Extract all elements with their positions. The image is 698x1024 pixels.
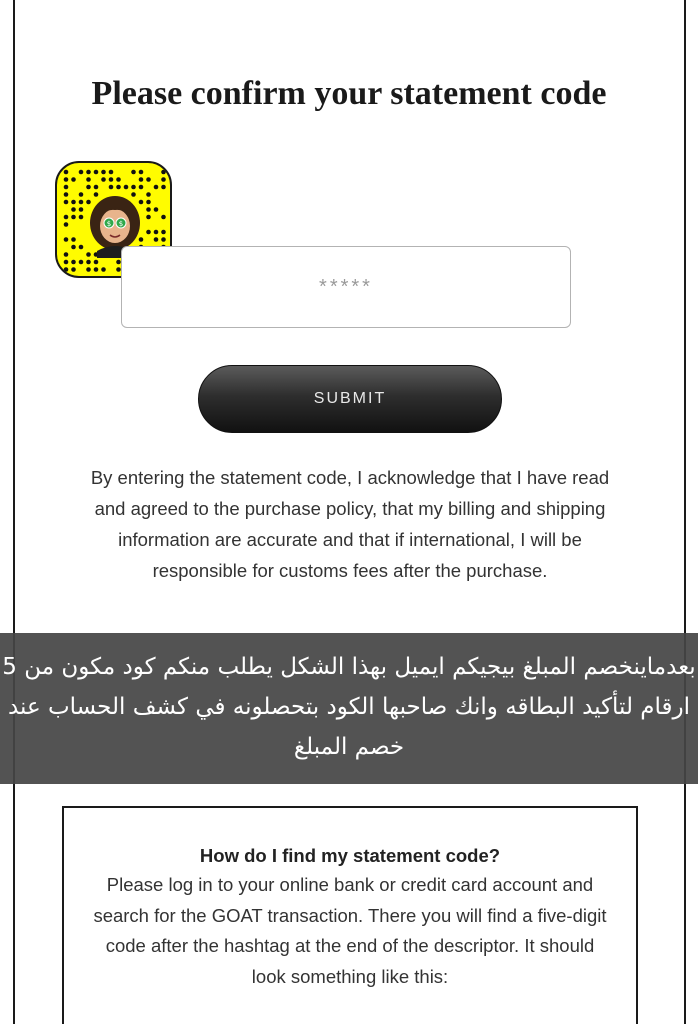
statement-code-input[interactable] [121, 246, 571, 328]
frame-border-right [684, 0, 686, 1024]
frame-border-left [13, 0, 15, 1024]
acknowledgement-text: By entering the statement code, I acknowledge that I have read and agreed to the purchase policy, that my billing and shipping information are accurate and that if international, I will be responsible for customs fees after the purchase. [90, 467, 610, 581]
svg-text:$: $ [118, 220, 124, 228]
page-title: Please confirm your statement code [91, 75, 607, 112]
submit-button[interactable]: SUBMIT [198, 365, 502, 433]
svg-text:$: $ [106, 220, 112, 228]
help-body-text: Please log in to your online bank or credit card account and search for the GOAT transaction. There you will find a five-digit code after the hashtag at the end of the descriptor. It should look something like this: [93, 874, 607, 987]
caption-overlay-text: بعدماينخصم المبلغ بيجيكم ايميل بهذا الشكل يطلب منكم كود مكون من 5 ارقام لتأكيد البطاقه وانك صاحبها الكود بتحصلونه في كشف الحساب عند خصم المبلغ [2, 654, 696, 760]
help-title: How do I find my statement code? [199, 845, 501, 866]
